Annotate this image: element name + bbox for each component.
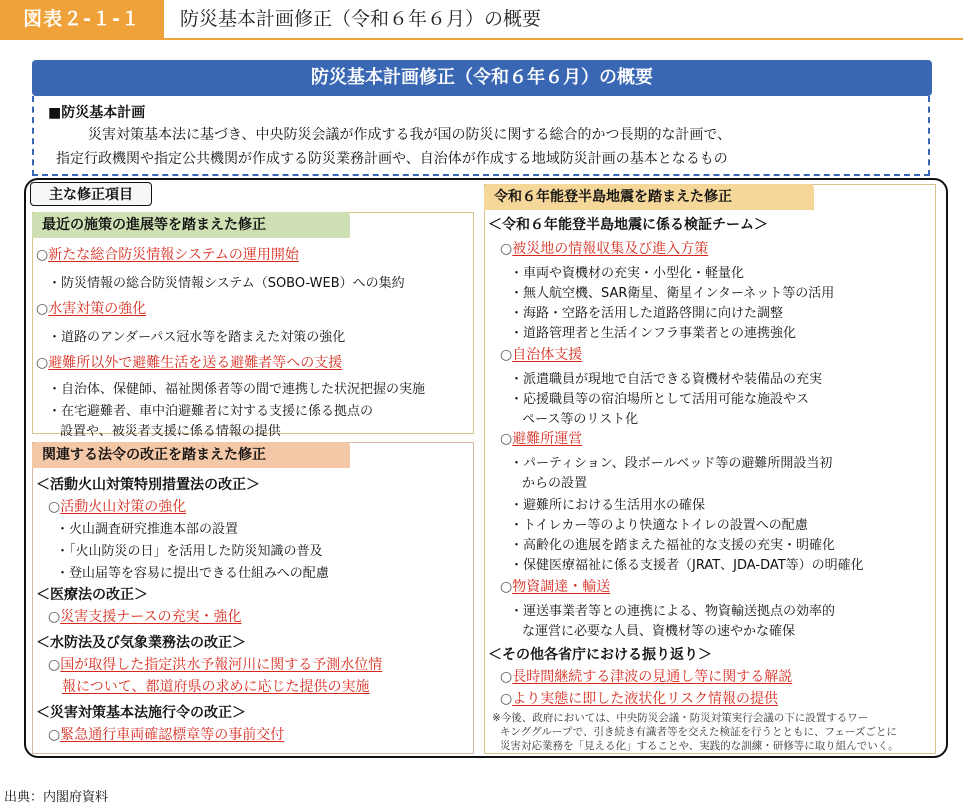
list-item xyxy=(36,298,146,318)
circle-mark: ○ xyxy=(48,727,61,743)
group-heading: ＜活動火山対策特別措置法の改正＞ xyxy=(36,477,260,493)
list-detail: ・登山届等を容易に提出できる仕組みへの配慮 xyxy=(56,566,329,581)
list-detail: ・無人航空機、SAR衛星、衛星インターネット等の活用 xyxy=(510,286,835,301)
item-title: 被災地の情報収集及び進入方策 xyxy=(512,241,709,257)
list-detail: ・火山調査研究推進本部の設置 xyxy=(56,522,239,537)
item-title: 避難所運営 xyxy=(512,431,583,447)
list-detail: ・防災情報の総合防災情報システム（SOBO-WEB）への集約 xyxy=(48,276,405,291)
list-detail: ・運送事業者等との連携による、物資輸送拠点の効率的 xyxy=(510,604,836,619)
list-detail: ・パーティション、段ボールベッド等の避難所開設当初 xyxy=(510,456,833,471)
list-item xyxy=(48,496,186,516)
list-detail: ペース等のリスト化 xyxy=(522,412,639,427)
list-detail: ・「火山防災の日」を活用した防災知識の普及 xyxy=(56,544,323,559)
list-detail: ・避難所における生活用水の確保 xyxy=(510,498,706,513)
list-detail: ・海路・空路を活用した道路啓開に向けた調整 xyxy=(510,306,784,321)
source-note: 出典：内閣府資料 xyxy=(4,790,109,805)
list-item-continued xyxy=(62,676,369,696)
list-detail: ・高齢化の進展を踏まえた福祉的な支援の充実・明確化 xyxy=(510,538,836,553)
list-item xyxy=(48,724,284,744)
item-title: より実態に即した液状化リスク情報の提供 xyxy=(512,691,778,707)
circle-mark: ○ xyxy=(36,301,49,317)
item-title: 国が取得した指定洪水予報河川に関する予測水位情 xyxy=(60,657,383,673)
main-banner: 防災基本計画修正（令和６年６月）の概要 xyxy=(32,60,932,96)
group-heading: ＜災害対策基本法施行令の改正＞ xyxy=(36,705,246,721)
group-heading: ＜その他各省庁における振り返り＞ xyxy=(488,647,712,663)
list-detail: ・車両や資機材の充実・小型化・軽量化 xyxy=(510,266,745,281)
item-title: 報について、都道府県の求めに応じた提供の実施 xyxy=(62,679,370,695)
item-title: 新たな総合防災情報システムの運用開始 xyxy=(48,247,299,263)
list-item xyxy=(48,654,382,674)
list-detail: な運営に必要な人員、資機材等の速やかな確保 xyxy=(522,624,796,639)
list-item xyxy=(48,606,242,626)
footnote-line-2: キンググループで、引き続き有識者等を交えた検証を行うとともに、フェーズごとに xyxy=(500,726,897,738)
circle-mark: ○ xyxy=(500,691,513,707)
list-item xyxy=(500,428,582,448)
footnote-line-3: 災害対応業務を「見える化」することや、実践的な訓練・研修等に取り組んでいく。 xyxy=(500,740,899,752)
list-detail: 設置や、被災者支援に係る情報の提供 xyxy=(60,424,281,439)
overview-heading: ■防災基本計画 xyxy=(48,105,146,121)
circle-mark: ○ xyxy=(500,579,513,595)
section-law-revisions-title: 関連する法令の改正を踏まえた修正 xyxy=(32,442,350,468)
list-detail: ・派遣職員が現地で自活できる資機材や装備品の充実 xyxy=(510,372,823,387)
item-title: 物資調達・輸送 xyxy=(512,579,611,595)
list-item xyxy=(500,576,610,596)
item-title: 災害支援ナースの充実・強化 xyxy=(60,609,242,625)
circle-mark: ○ xyxy=(48,499,61,515)
circle-mark: ○ xyxy=(36,247,49,263)
section-recent-measures-title: 最近の施策の進展等を踏まえた修正 xyxy=(32,212,350,238)
circle-mark: ○ xyxy=(48,609,61,625)
circle-mark: ○ xyxy=(500,241,513,257)
item-title: 活動火山対策の強化 xyxy=(60,499,187,515)
item-title: 自治体支援 xyxy=(512,347,583,363)
figure-title: 防災基本計画修正（令和６年６月）の概要 xyxy=(180,8,542,30)
overview-line-1: 災害対策基本法に基づき、中央防災会議が作成する我が国の防災に関する総合的かつ長期的な計画で、 xyxy=(88,127,732,143)
list-detail: ・応援職員等の宿泊場所として活用可能な施設やス xyxy=(510,392,810,407)
group-heading: ＜令和６年能登半島地震に係る検証チーム＞ xyxy=(488,217,768,233)
circle-mark: ○ xyxy=(500,347,513,363)
main-items-label: 主な修正項目 xyxy=(30,182,152,206)
overview-line-2: 指定行政機関や指定公共機関が作成する防災業務計画や、自治体が作成する地域防災計画の基本となるもの xyxy=(56,151,728,167)
list-detail: ・自治体、保健師、福祉関係者等の間で連携した状況把握の実施 xyxy=(48,382,426,397)
circle-mark: ○ xyxy=(36,355,49,371)
list-detail: からの設置 xyxy=(522,476,588,491)
circle-mark: ○ xyxy=(500,431,513,447)
list-item xyxy=(36,244,299,264)
list-item xyxy=(500,666,792,686)
item-title: 緊急通行車両確認標章等の事前交付 xyxy=(60,727,285,743)
list-detail: ・トイレカー等のより快適なトイレの設置への配慮 xyxy=(510,518,808,533)
list-detail: ・道路のアンダーパス冠水等を踏まえた対策の強化 xyxy=(48,330,346,345)
list-item xyxy=(500,688,778,708)
footnote-line-1: ※今後、政府においては、中央防災会議・防災対策実行会議の下に設置するワー xyxy=(492,712,869,724)
item-title: 長時間継続する津波の見通し等に関する解説 xyxy=(512,669,793,685)
circle-mark: ○ xyxy=(48,657,61,673)
list-item xyxy=(500,238,708,258)
figure-number-tag: 図表２‐１‐１ xyxy=(0,0,164,38)
item-title: 水害対策の強化 xyxy=(48,301,147,317)
list-item xyxy=(36,352,342,372)
list-detail: ・保健医療福祉に係る支援者（JRAT、JDA-DAT等）の明確化 xyxy=(510,558,864,573)
circle-mark: ○ xyxy=(500,669,513,685)
item-title: 避難所以外で避難生活を送る避難者等への支援 xyxy=(48,355,343,371)
list-detail: ・在宅避難者、車中泊避難者に対する支援に係る拠点の xyxy=(48,404,374,419)
list-item xyxy=(500,344,582,364)
section-noto-earthquake-title: 令和６年能登半島地震を踏まえた修正 xyxy=(484,184,814,210)
header-divider xyxy=(0,38,963,40)
group-heading: ＜水防法及び気象業務法の改正＞ xyxy=(36,635,246,651)
list-detail: ・道路管理者と生活インフラ事業者との連携強化 xyxy=(510,326,797,341)
group-heading: ＜医療法の改正＞ xyxy=(36,587,148,603)
